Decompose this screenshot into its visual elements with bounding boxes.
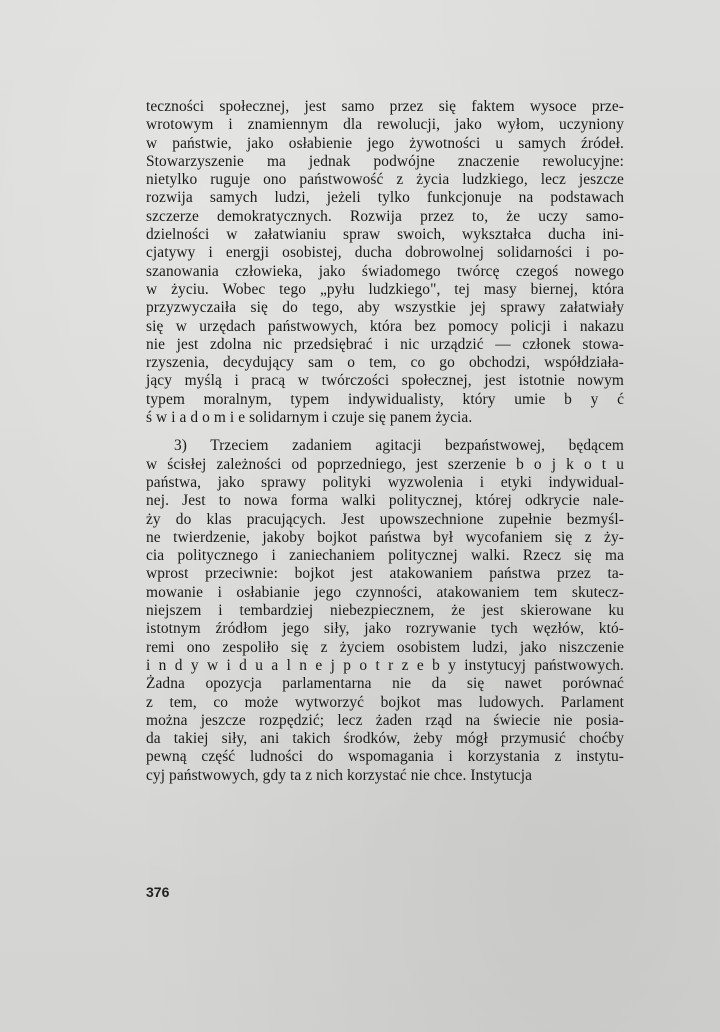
text-line: mowanie i osłabianie jego czynności, atakowaniem tem skutecz- — [146, 583, 624, 601]
text-line: w państwie, jako osłabienie jego żywotności u samych źródeł. — [146, 134, 624, 152]
paragraph-2 — [146, 437, 624, 785]
text-line: typem moralnym, typem indywidualisty, który umie b y ć — [146, 390, 624, 408]
text-line: dzielności w załatwianiu spraw swoich, wykształca ducha ini- — [146, 226, 624, 244]
text-line: się w urzędach państwowych, która bez pomocy policji i nakazu — [146, 317, 624, 335]
text-line: wprost przeciwnie: bojkot jest atakowaniem państwa przez ta- — [146, 565, 624, 583]
text-line: nej. Jest to nowa forma walki politycznej, której odkrycie nale- — [146, 492, 624, 510]
text-line: rozwija samych ludzi, jeżeli tylko funkcjonuje na podstawach — [146, 189, 624, 207]
text-line: w ścisłej zależności od poprzedniego, jest szerzenie b o j k o t u — [146, 455, 624, 473]
body-text — [146, 98, 624, 785]
text-line: teczności społecznej, jest samo przez się faktem wysoce prze- — [146, 98, 624, 115]
text-line: remi ono zespoliło się z życiem osobistem ludzi, jako niszczenie — [146, 638, 624, 656]
text-line: ży do klas pracujących. Jest upowszechnione zupełnie bezmyśl- — [146, 510, 624, 528]
text-line: państwa, jako sprawy polityki wyzwolenia i etyki indywidual- — [146, 473, 624, 491]
text-line: da takiej siły, ani takich środków, żeby mógł przymusić choćby — [146, 730, 624, 748]
text-line: jący myślą i pracą w twórczości społecznej, jest istotnie nowym — [146, 372, 624, 390]
text-line: i n d y w i d u a l n e j p o t r z e b y instytucyj państwowych. — [146, 656, 624, 674]
text-line: ne twierdzenie, jakoby bojkot państwa był wycofaniem się z ży- — [146, 528, 624, 546]
text-line: można jeszcze rozpędzić; lecz żaden rząd na świecie nie posia- — [146, 711, 624, 729]
text-line: cjatywy i energji osobistej, ducha dobrowolnej solidarności i po- — [146, 244, 624, 262]
paragraph-gap — [146, 427, 624, 437]
text-line: szczerze demokratycznych. Rozwija przez to, że uczy samo- — [146, 207, 624, 225]
text-line: szanowania człowieka, jako świadomego twórcę czegoś nowego — [146, 262, 624, 280]
text-line: 3) Trzeciem zadaniem agitacji bezpaństwowej, będącem — [174, 437, 624, 455]
text-line: cyj państwowych, gdy ta z nich korzystać nie chce. Instytucja — [146, 766, 533, 784]
text-line: przyzwyczaiła się do tego, aby wszystkie jej sprawy załatwiały — [146, 299, 624, 317]
text-line: wrotowym i znamiennym dla rewolucji, jako wyłom, uczyniony — [146, 116, 624, 134]
text-line: istotnym źródłom jego siły, jako rozrywanie tych węzłów, któ- — [146, 620, 624, 638]
text-line: nie jest zdolna nic przedsiębrać i nic urządzić — członek stowa- — [146, 335, 624, 353]
page-number: 376 — [146, 884, 170, 900]
text-line: ś w i a d o m i e solidarnym i czuje się panem życia. — [146, 409, 473, 427]
text-line: w życiu. Wobec tego „pyłu ludzkiego", tej masy biernej, która — [146, 280, 624, 298]
text-line: z tem, co może wytworzyć bojkot mas ludowych. Parlament — [146, 693, 624, 711]
text-line: niejszem i tembardziej niebezpiecznem, że jest skierowane ku — [146, 602, 624, 620]
text-line: cia politycznego i zaniechaniem politycznej walki. Rzecz się ma — [146, 547, 624, 565]
paragraph-1 — [146, 98, 624, 427]
text-line: nietylko ruguje ono państwowość z życia ludzkiego, lecz jeszcze — [146, 171, 624, 189]
text-line: Stowarzyszenie ma jednak podwójne znaczenie rewolucyjne: — [146, 152, 624, 170]
text-line: pewną część ludności do wspomagania i korzystania z instytu- — [146, 748, 624, 766]
text-line: rzyszenia, decydujący sam o tem, co go obchodzi, współdziała- — [146, 354, 624, 372]
text-line: Żadna opozycja parlamentarna nie da się nawet porównać — [146, 675, 624, 693]
